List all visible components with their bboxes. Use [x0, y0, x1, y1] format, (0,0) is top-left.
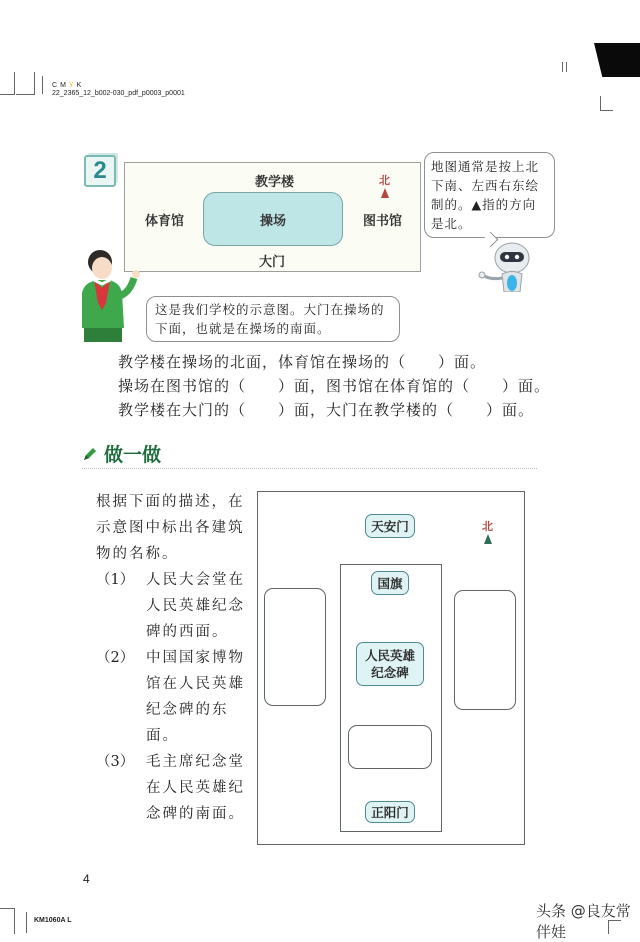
- square-area: [340, 564, 442, 832]
- scan-edge: [594, 43, 640, 77]
- watermark: 头条 @良友常伴娃: [536, 902, 631, 941]
- question-line: 操场在图书馆的（ ）面，图书馆在体育馆的（ ）面。: [118, 377, 551, 395]
- map-label-gym: 体育馆: [145, 214, 185, 229]
- crop-mark: [600, 96, 613, 111]
- map-label-zhengyangmen: 正阳门: [365, 801, 415, 823]
- crop-mark: [26, 912, 28, 933]
- robot-icon: [476, 236, 536, 292]
- playground-shape: [203, 192, 343, 246]
- section-heading: 做一做: [82, 440, 161, 467]
- page-number: 4: [83, 872, 90, 886]
- activity-intro: 根据下面的描述，在示意图中标出各建筑物的名称。: [96, 494, 245, 562]
- map-label-teaching-building: 教学楼: [255, 175, 295, 190]
- crop-mark: [42, 76, 44, 94]
- tiananmen-square-map: [257, 491, 525, 845]
- north-indicator: 北: [482, 521, 493, 544]
- activity-item: （1） 人民大会堂在人民英雄纪念碑的西面。: [96, 572, 245, 640]
- map-label-playground: 操场: [259, 213, 286, 229]
- north-arrow-icon: [381, 188, 389, 198]
- crop-mark: [566, 62, 568, 72]
- crop-mark: [562, 62, 564, 72]
- activity-item: （3） 毛主席纪念堂在人民英雄纪念碑的南面。: [96, 754, 245, 822]
- blank-east-building[interactable]: [454, 590, 516, 710]
- school-map: [124, 162, 421, 272]
- crop-mark: [0, 72, 15, 95]
- map-label-flag: 国旗: [371, 571, 409, 595]
- robot-speech-bubble: 地图通常是按上北下南、左西右东绘制的。▲指的方向是北。: [424, 152, 555, 238]
- print-code: [52, 82, 185, 98]
- map-label-tiananmen: 天安门: [365, 514, 415, 538]
- pencil-icon: [82, 446, 98, 462]
- cmyk-marks: CMYK: [52, 82, 85, 89]
- crop-mark: [16, 72, 35, 95]
- exercise-number-badge: 2: [84, 155, 116, 187]
- section-divider: [82, 468, 537, 469]
- north-arrow-icon: [484, 534, 492, 544]
- activity-item: （2） 中国国家博物馆在人民英雄纪念碑的东面。: [96, 650, 245, 744]
- map-label-library: 图书馆: [363, 214, 403, 229]
- north-indicator: 北: [379, 175, 390, 198]
- blank-south-building[interactable]: [348, 725, 432, 769]
- question-line: 教学楼在大门的（ ）面，大门在教学楼的（ ）面。: [118, 401, 535, 419]
- map-label-monument: 人民英雄 纪念碑: [356, 642, 424, 686]
- crop-mark: [0, 908, 15, 934]
- student-illustration-icon: [76, 248, 146, 343]
- question-lines: [118, 350, 550, 422]
- student-speech-bubble: 这是我们学校的示意图。大门在操场的下面，也就是在操场的南面。: [146, 296, 400, 342]
- footer-print-code: KM1060A L: [34, 917, 72, 924]
- blank-west-building[interactable]: [264, 588, 326, 706]
- map-label-gate: 大门: [259, 255, 286, 270]
- question-line: 教学楼在操场的北面，体育馆在操场的（ ）面。: [118, 353, 487, 371]
- file-code: 22_2365_12_b002-030_pdf_p0003_p0001: [52, 90, 185, 97]
- activity-instructions: [96, 489, 246, 827]
